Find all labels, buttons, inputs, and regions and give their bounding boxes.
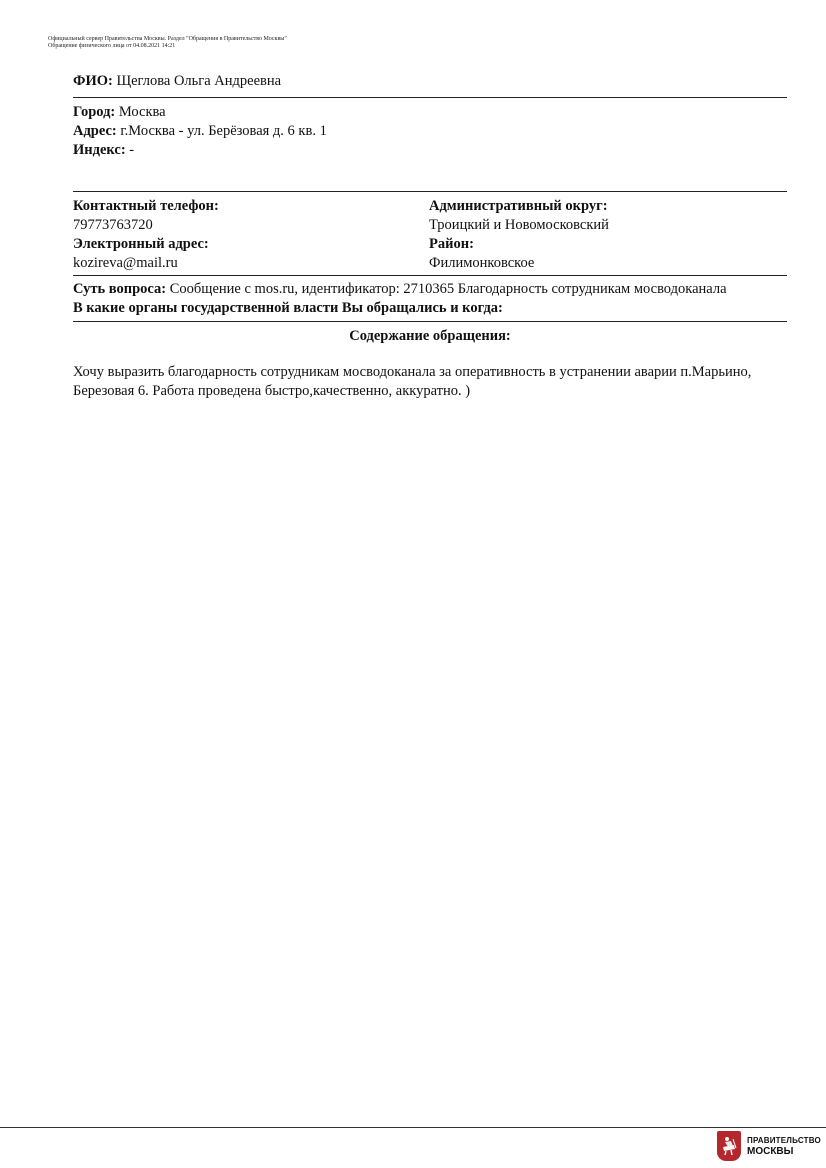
fio-row bbox=[73, 72, 787, 91]
question-value: Сообщение с mos.ru, идентификатор: 2710365 Благодарность сотрудникам мосводоканала bbox=[169, 281, 727, 297]
city-label: Город: bbox=[73, 104, 116, 120]
address-block bbox=[73, 98, 787, 160]
header-source: Официальный сервер Правительства Москвы. Раздел "Обращения в Правительство Москвы" bbox=[48, 36, 287, 42]
address-label: Адрес: bbox=[73, 123, 117, 139]
fio-label: ФИО: bbox=[73, 73, 113, 89]
city-row bbox=[73, 103, 787, 122]
header-appeal-date: Обращение физического лица от 04.08.2021 14:21 bbox=[48, 43, 176, 49]
area-label: Район: bbox=[429, 236, 474, 252]
email-label: Электронный адрес: bbox=[73, 236, 209, 252]
fio-value: Щеглова Ольга Андреевна bbox=[116, 73, 282, 89]
brand-text bbox=[747, 1135, 821, 1157]
index-row bbox=[73, 141, 787, 160]
address-row bbox=[73, 122, 787, 141]
organs-label: В какие органы государственной власти Вы обращались и когда: bbox=[73, 300, 503, 316]
document-header bbox=[48, 36, 287, 50]
index-value: - bbox=[129, 142, 135, 158]
index-label: Индекс: bbox=[73, 142, 126, 158]
appeal-document bbox=[73, 72, 787, 401]
footer-divider bbox=[0, 1127, 826, 1128]
contacts-block bbox=[73, 192, 787, 275]
moscow-coat-of-arms-icon bbox=[717, 1131, 741, 1161]
city-value: Москва bbox=[118, 104, 166, 120]
footer-logo bbox=[717, 1131, 821, 1161]
area-value: Филимонковское bbox=[429, 255, 535, 271]
phone-value: 79773763720 bbox=[73, 217, 153, 233]
district-label: Административный округ: bbox=[429, 198, 608, 214]
appeal-title: Содержание обращения: bbox=[349, 328, 511, 344]
email-value: kozireva@mail.ru bbox=[73, 255, 178, 271]
contacts-right bbox=[429, 197, 787, 273]
address-value: г.Москва - ул. Берёзовая д. 6 кв. 1 bbox=[120, 123, 327, 139]
contacts-left bbox=[73, 197, 429, 273]
brand-line-1: ПРАВИТЕЛЬСТВО bbox=[747, 1136, 821, 1145]
question-block bbox=[73, 276, 787, 321]
question-label: Суть вопроса: bbox=[73, 281, 167, 297]
district-value: Троицкий и Новомосковский bbox=[429, 217, 609, 233]
appeal-text: Хочу выразить благодарность сотрудникам мосводоканала за оперативность в устранении аварии п.Марьино, Березовая 6. Работа проведена быстро,качественно, аккуратно. ) bbox=[73, 364, 752, 399]
question-row bbox=[73, 280, 787, 299]
phone-label: Контактный телефон: bbox=[73, 198, 219, 214]
brand-line-2: МОСКВЫ bbox=[747, 1146, 794, 1157]
